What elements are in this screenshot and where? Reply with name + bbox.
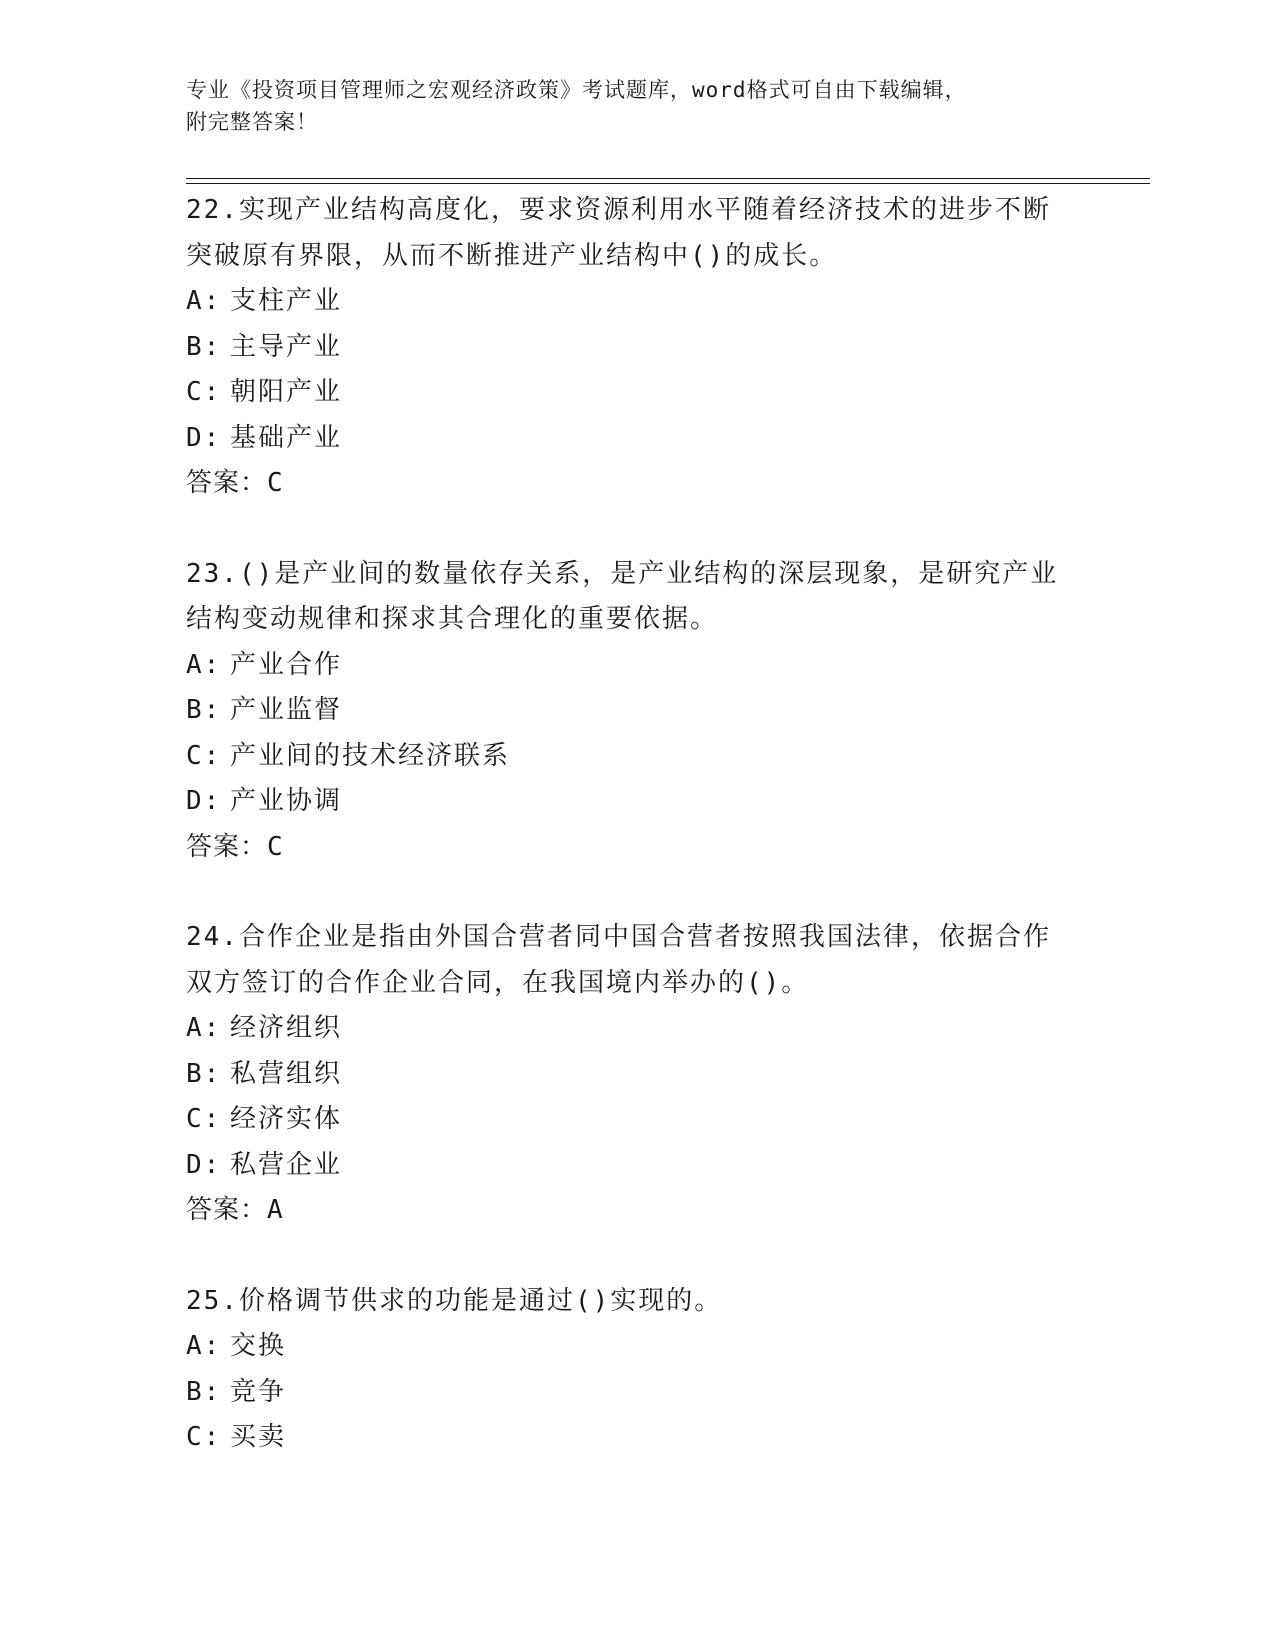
question-stem: [186, 188, 1086, 279]
option-b: [186, 1370, 1086, 1416]
option-letter: A:: [186, 649, 222, 680]
option-letter: C:: [186, 1422, 222, 1452]
option-b: [186, 1052, 1086, 1098]
document-header: [186, 74, 1066, 138]
option-letter: A:: [186, 1331, 222, 1361]
question-stem-line: 24.合作企业是指由外国合营者同中国合营者按照我国法律，依据合作: [186, 922, 1051, 952]
option-c: [186, 370, 1086, 416]
option-text: 经济实体: [230, 1104, 343, 1134]
option-letter: C:: [186, 1104, 222, 1134]
question-24: [186, 915, 1086, 1234]
option-letter: D:: [186, 422, 222, 453]
question-stem-line: 22.实现产业结构高度化，要求资源利用水平随着经济技术的进步不断: [186, 195, 1051, 225]
option-letter: B:: [186, 695, 222, 725]
question-stem-line: 双方签订的合作企业合同，在我国境内举办的()。: [186, 967, 810, 998]
option-letter: C:: [186, 740, 222, 771]
option-c: [186, 734, 1086, 780]
answer-line: [186, 461, 1086, 507]
option-letter: C:: [186, 377, 222, 407]
option-letter: B:: [186, 331, 222, 362]
answer-line: [186, 825, 1086, 871]
question-stem: [186, 915, 1086, 1006]
option-text: 买卖: [230, 1422, 287, 1452]
question-stem-line: 23.()是产业间的数量依存关系，是产业结构的深层现象，是研究产业: [186, 558, 1059, 589]
question-22: [186, 188, 1086, 507]
header-line-1: 专业《投资项目管理师之宏观经济政策》考试题库，word格式可自由下载编辑，: [186, 78, 967, 102]
question-25: [186, 1279, 1086, 1461]
question-stem: [186, 1279, 1086, 1325]
option-text: 私营组织: [230, 1058, 343, 1089]
answer-label: 答案：: [186, 468, 268, 498]
option-a: [186, 643, 1086, 689]
question-stem-line: 突破原有界限，从而不断推进产业结构中()的成长。: [186, 240, 838, 271]
option-letter: A:: [186, 1013, 222, 1043]
option-letter: D:: [186, 786, 222, 816]
answer-value: C: [267, 831, 284, 862]
option-text: 产业监督: [230, 695, 343, 725]
option-letter: B:: [186, 1376, 222, 1407]
option-text: 朝阳产业: [230, 377, 343, 407]
option-text: 竞争: [230, 1376, 287, 1407]
option-d: [186, 1143, 1086, 1189]
option-text: 产业协调: [230, 786, 343, 816]
header-divider-top: [186, 178, 1150, 179]
option-text: 基础产业: [230, 422, 343, 453]
option-c: [186, 1097, 1086, 1143]
question-23: [186, 552, 1086, 871]
option-text: 主导产业: [230, 331, 343, 362]
answer-label: 答案：: [186, 1195, 268, 1225]
option-b: [186, 325, 1086, 371]
answer-value: C: [267, 468, 284, 498]
question-stem-line: 结构变动规律和探求其合理化的重要依据。: [186, 604, 719, 634]
option-a: [186, 279, 1086, 325]
option-text: 产业间的技术经济联系: [230, 740, 511, 771]
header-divider-bottom: [186, 183, 1150, 184]
answer-label: 答案：: [186, 831, 268, 862]
option-letter: A:: [186, 286, 222, 316]
option-c: [186, 1415, 1086, 1461]
option-a: [186, 1006, 1086, 1052]
option-d: [186, 779, 1086, 825]
question-stem-line: 25.价格调节供求的功能是通过()实现的。: [186, 1285, 723, 1316]
question-stem: [186, 552, 1086, 643]
header-line-2: 附完整答案！: [186, 110, 318, 134]
option-b: [186, 688, 1086, 734]
answer-value: A: [267, 1195, 284, 1225]
option-text: 私营企业: [230, 1149, 343, 1180]
option-letter: B:: [186, 1058, 222, 1089]
option-text: 产业合作: [230, 649, 343, 680]
option-text: 交换: [230, 1331, 287, 1361]
question-list: [186, 188, 1086, 1506]
option-text: 经济组织: [230, 1013, 343, 1043]
answer-line: [186, 1188, 1086, 1234]
option-text: 支柱产业: [230, 286, 343, 316]
option-letter: D:: [186, 1149, 222, 1180]
option-d: [186, 416, 1086, 462]
option-a: [186, 1324, 1086, 1370]
